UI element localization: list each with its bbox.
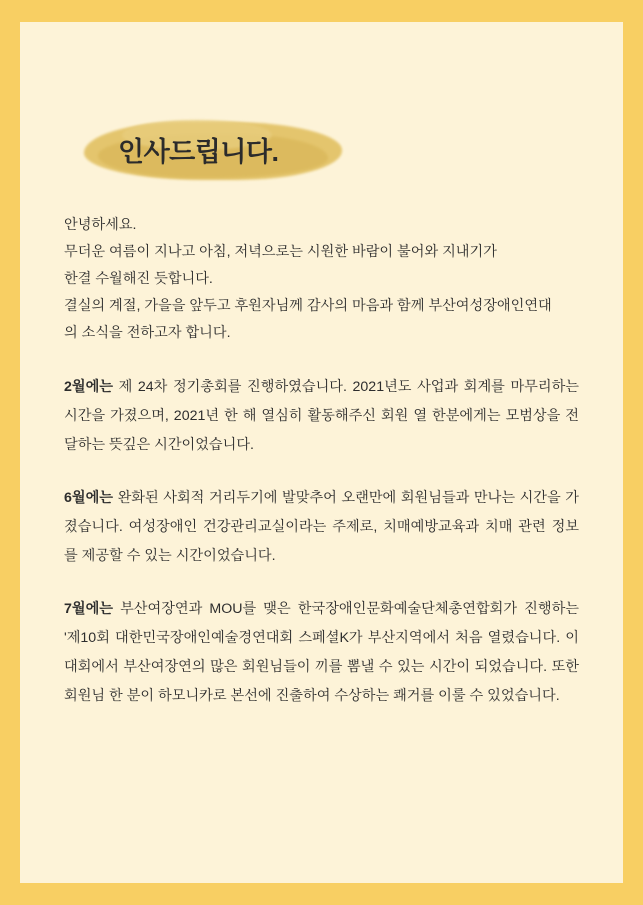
intro-line-1: 안녕하세요.: [64, 217, 137, 233]
title-area: [64, 118, 579, 194]
paragraph-lead-february: 2월에는: [64, 379, 114, 395]
paragraph-february: [64, 373, 579, 460]
paragraph-body-june: 완화된 사회적 거리두기에 발맞추어 오랜만에 회원님들과 만나는 시간을 가졌습니다. 여성장애인 건강관리교실이라는 주제로, 치매예방교육과 치매 관련 정보를 제공할 수 있는 시간이었습니다.: [64, 490, 579, 564]
paragraph-july: [64, 595, 579, 711]
letter-sheet: [20, 22, 623, 883]
intro-line-5: 의 소식을 전하고자 합니다.: [64, 325, 231, 341]
intro-line-2: 무더운 여름이 지나고 아침, 저녁으로는 시원한 바람이 불어와 지내기가: [64, 244, 497, 260]
intro-line-4: 결실의 계절, 가을을 앞두고 후원자님께 감사의 마음과 함께 부산여성장애인연대: [64, 298, 552, 314]
paragraph-body-july: 부산여장연과 MOU를 맺은 한국장애인문화예술단체총연합회가 진행하는 '제10회 대한민국장애인예술경연대회 스페셜K가 부산지역에서 처음 열렸습니다. 이 대회에서 부산여장연의 많은 회원님들이 끼를 뽐낼 수 있는 시간이 되었습니다. 또한 회원님 한 분이 하모니카로 본선에 진출하여 수상하는 쾌거를 이룰 수 있었습니다.: [64, 601, 579, 704]
paragraph-lead-june: 6월에는: [64, 490, 114, 506]
paragraph-body-february: 제 24차 정기총회를 진행하였습니다. 2021년도 사업과 회계를 마무리하는 시간을 가졌으며, 2021년 한 해 열심히 활동해주신 회원 열 한분에게는 모범상을 전달하는 뜻깊은 시간이었습니다.: [64, 379, 579, 453]
paragraph-lead-july: 7월에는: [64, 601, 114, 617]
intro-block: [64, 212, 579, 347]
paragraph-june: [64, 484, 579, 571]
intro-line-3: 한결 수월해진 듯합니다.: [64, 271, 213, 287]
page-title: 인사드립니다.: [118, 137, 279, 167]
